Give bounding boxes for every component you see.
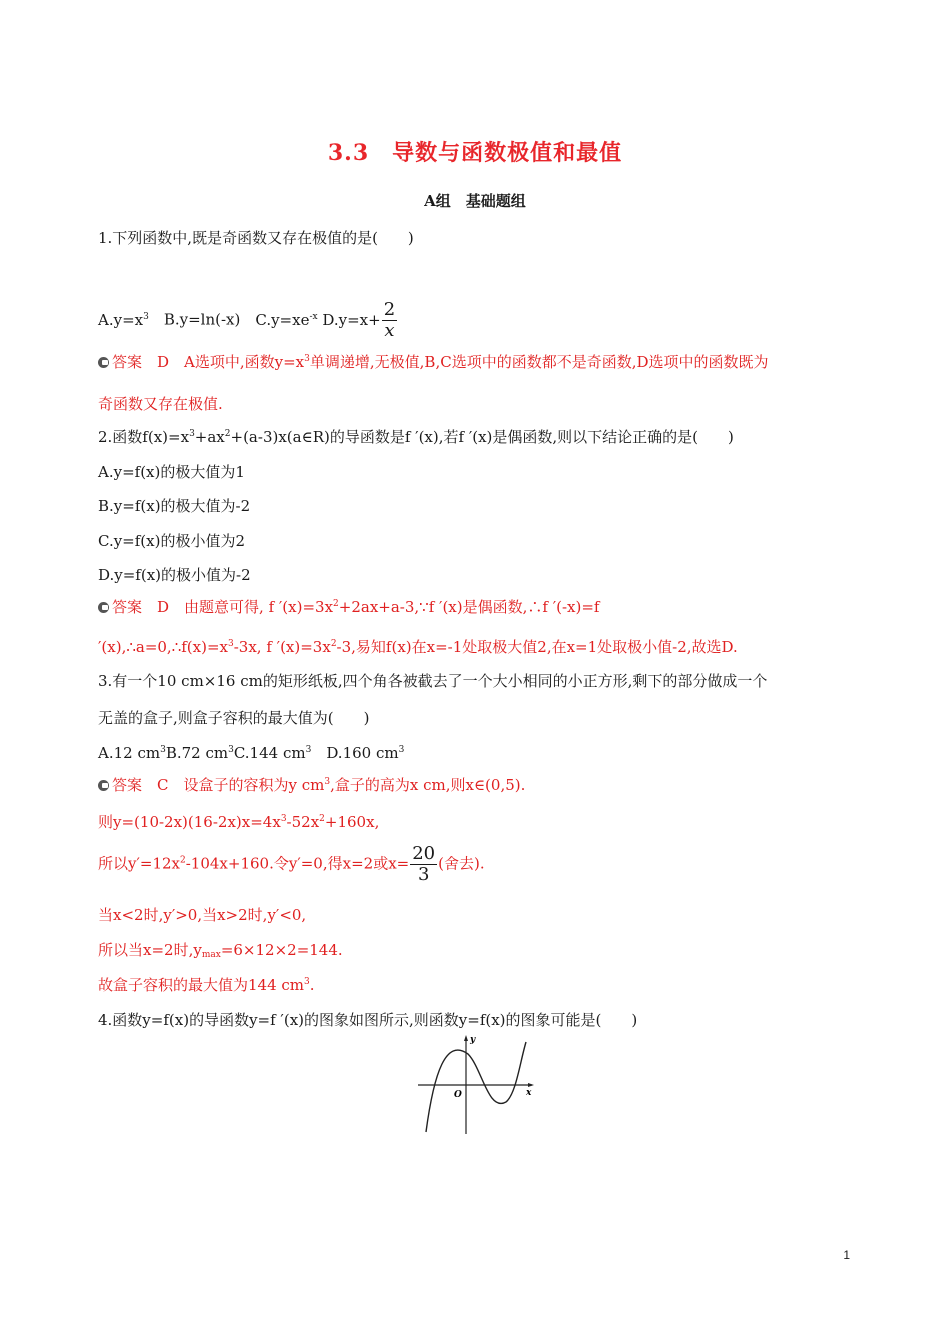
q1-option-d: D.y=x+ $\frac{2}{x}$ [317, 299, 396, 341]
q1-answer-line1: 答案 D A选项中,函数$y=x^3$单调递增,无极值,B,C选项中的函数都不是奇函数,D选项中的函数既为 [98, 351, 769, 372]
q3-stem-line2: 无盖的盒子,则盒子容积的最大值为( ) [98, 709, 370, 727]
q3-answer-line3: 所以$y'=12x^2-104x+160$.令y′=0,得x=2或x= $\frac{20}{3}$ (舍去). [98, 843, 485, 885]
q3-option-b: B.72 $cm^3$ [165, 744, 234, 762]
page-number: 1 [843, 1248, 850, 1262]
q3-answer-line4: 当x<2时,y′>0,当x>2时,y′<0, [98, 906, 307, 924]
q1-options [98, 300, 398, 341]
q3-stem-line1: 3.有一个10 cm×16 cm的矩形纸板,四个角各被截去了一个大小相同的小正方形,剩下的部分做成一个 [98, 672, 768, 690]
q2-option-a: A.y=f(x)的极大值为1 [98, 463, 245, 481]
q1-option-c: $C.y=xe^{-x}$ [255, 310, 318, 329]
x-axis-label: x [526, 1088, 532, 1098]
q1-answer-line2: 奇函数又存在极值. [98, 395, 223, 413]
derivative-curve [426, 1042, 526, 1132]
q2-option-c: C.y=f(x)的极小值为2 [98, 532, 246, 550]
answer-icon [98, 357, 109, 368]
fraction-20-over-3: $\frac{20}{3}$ [412, 843, 436, 885]
q2-option-d: D.y=f(x)的极小值为-2 [98, 566, 251, 584]
answer-icon [98, 602, 109, 613]
q1-option-a: $A.y=x^3$ [98, 310, 149, 329]
x-axis-arrow [528, 1083, 534, 1087]
q3-answer-line1: 答案 C 设盒子的容积为y $cm^3$,盒子的高为x cm,则x∈(0,5). [98, 774, 525, 795]
page-title: 3.3 导数与函数极值和最值 [327, 140, 623, 166]
q4-stem: 4.函数y=f(x)的导函数y=f ′(x)的图象如图所示,则函数y=f(x)的图象可能是( ) [98, 1011, 638, 1029]
q3-option-c: C.144 $cm^3$ [233, 744, 312, 762]
y-axis-arrow [464, 1035, 468, 1041]
q3-answer-line2: 则$y=(10-2x)(16-2x)x=4x^3-52x^2+160x$, [98, 813, 380, 831]
q1-stem: 1.下列函数中,既是奇函数又存在极值的是( ) [98, 229, 414, 247]
q3-answer-line6: 故盒子容积的最大值为144 $cm^3$. [98, 976, 315, 994]
q2-answer-line1: 答案 D 由题意可得, f $'(x)=3x^2+2ax+a-3,\because f$ ′(x)是偶函数,∴f ′(-x)=f [98, 596, 599, 617]
q1-option-b: B.y=ln(-x) [148, 310, 256, 329]
derivative-graph-figure [410, 1032, 540, 1138]
q3-answer-line5: 所以当x=2时$,y_{max}=6\times 12\times 2=144$. [98, 941, 343, 960]
q3-option-a: A.12 $cm^3$ [98, 744, 166, 762]
answer-icon [98, 780, 109, 791]
fraction-2-over-x: $\frac{2}{x}$ [383, 299, 396, 341]
section-heading: A组 基础题组 [424, 192, 526, 210]
q3-options [98, 742, 404, 763]
q2-stem: 2.函数$f(x)=x^3+ax^2+(a-3)x(a\in R)$的导函数是f ′(x),若f ′(x)是偶函数,则以下结论正确的是( ) [98, 428, 734, 446]
q3-option-d: D.160 $cm^3$ [311, 744, 405, 762]
origin-label: O [454, 1090, 462, 1100]
q2-option-b: B.y=f(x)的极大值为-2 [98, 497, 251, 515]
q2-answer-line2: $'(x),\therefore a=0,\therefore f(x)=x^3-3x$, f $'(x)=3x^2-3$,易知f(x)在x=-1处取极大值2,在x=1处取极小值-2,故选D. [98, 638, 738, 656]
y-axis-label: y [470, 1035, 476, 1045]
